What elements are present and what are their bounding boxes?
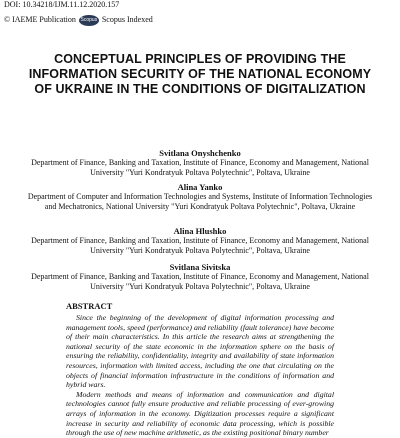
author-block (10, 226, 390, 256)
scopus-logo-icon: Scopus (79, 15, 99, 26)
author-name: Alina Hlushko (173, 226, 227, 236)
abstract-paragraph: Since the beginning of the development of digital information processing and management tools, speed (performance) and reliability (fault tolerance) have become of their main characteristics. In this article the research aims at strengthening the national security of the state economic in the information sphere on the basis of ensuring the reliability, confidentiality, integrity and availability of state information resources, information with limited access, including the one that circulating on the objects of financial information infrastructure in the conditions of information and hybrid wars. (66, 313, 334, 390)
author-affiliation: Department of Finance, Banking and Taxation, Institute of Finance, Economy and Management, National University "Yuri Kondratyuk Poltava Polytechnic", Poltava, Ukraine (31, 158, 369, 177)
author-name: Svitlana Onyshchenko (159, 148, 241, 158)
author-affiliation: Department of Computer and Information Technologies and Systems, Institute of Information Technologies and Mechatronics, National University "Yuri Kondratyuk Poltava Polytechnic", Poltava, Ukraine (27, 192, 373, 211)
publisher-label: © IAEME Publication (4, 15, 76, 24)
author-affiliation: Department of Finance, Banking and Taxation, Institute of Finance, Economy and Management, National University "Yuri Kondratyuk Poltava Polytechnic", Poltava, Ukraine (31, 236, 369, 255)
indexed-label: Scopus Indexed (101, 15, 153, 24)
paper-title: CONCEPTUAL PRINCIPLES OF PROVIDING THE INFORMATION SECURITY OF THE NATIONAL ECONOMY OF UKRAINE IN THE CONDITIONS OF DIGITALIZATION (28, 52, 372, 96)
author-affiliation: Department of Finance, Banking and Taxation, Institute of Finance, Economy and Management, National University "Yuri Kondratyuk Poltava Polytechnic", Poltava, Ukraine (31, 272, 369, 291)
author-name: Svitlana Sivitska (169, 262, 231, 272)
abstract-body (66, 313, 334, 438)
doi-line: DOI: 10.34218/IJM.11.12.2020.157 (4, 0, 120, 9)
author-name: Alina Yanko (177, 182, 223, 192)
author-block (10, 182, 390, 212)
abstract-paragraph: Modern methods and means of information and communication and digital technologies cannot fully ensure productive and reliable processing of ever-growing arrays of information in the economy. Digitization processes require a significant increase in security and reliability of economic data processing, which is possible through the use of new machine arithmetic, as the existing positional binary number (66, 389, 334, 438)
author-block (10, 262, 390, 292)
publisher-row (4, 14, 153, 26)
author-block (10, 148, 390, 178)
abstract-heading: ABSTRACT (66, 301, 113, 311)
